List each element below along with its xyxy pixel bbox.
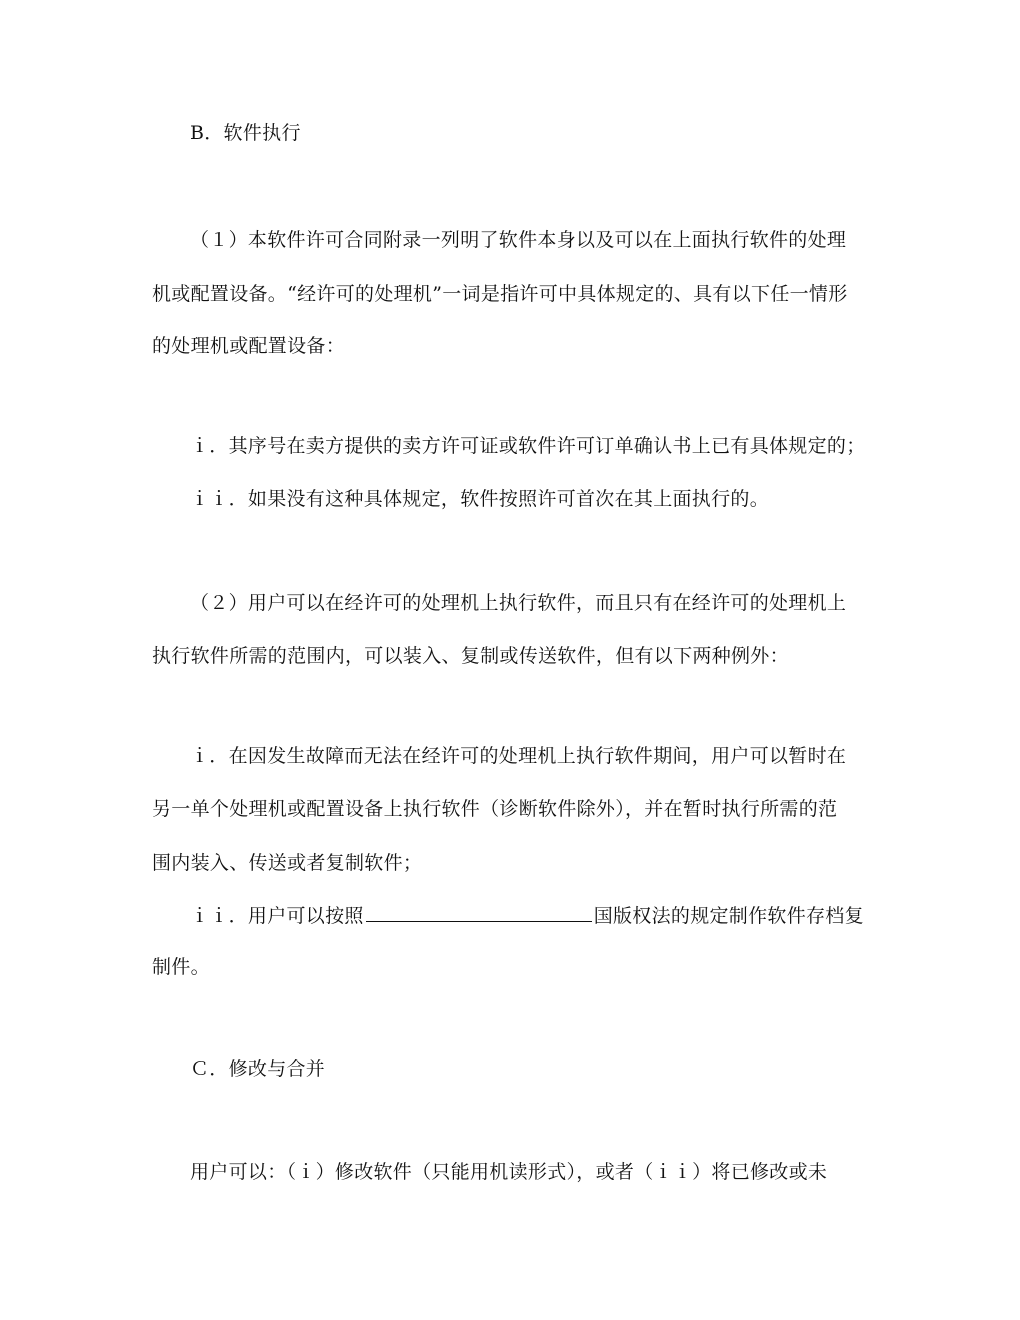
clause-b2-item-ii-line-2: 制件。	[152, 956, 210, 978]
clause-b2-item-ii-suffix: 国版权法的规定制作软件存档复	[593, 905, 864, 927]
clause-b2-item-ii-line-1	[190, 903, 864, 928]
clause-b2-line-2: 执行软件所需的范围内，可以装入、复制或传送软件，但有以下两种例外：	[152, 645, 789, 667]
clause-b1-line-2: 机或配置设备。“经许可的处理机”一词是指许可中具体规定的、具有以下任一情形	[152, 283, 848, 305]
section-b-heading: B．软件执行	[190, 122, 301, 144]
clause-b1-item-i: ｉ．其序号在卖方提供的卖方许可证或软件许可订单确认书上已有具体规定的；	[190, 435, 866, 457]
clause-b1-item-ii: ｉｉ．如果没有这种具体规定，软件按照许可首次在其上面执行的。	[190, 488, 770, 510]
section-c-line-1: 用户可以：（ｉ）修改软件（只能用机读形式），或者（ｉｉ）将已修改或未	[190, 1161, 828, 1183]
country-blank-field	[366, 903, 592, 922]
clause-b2-item-i-line-3: 围内装入、传送或者复制软件；	[152, 852, 423, 874]
section-c-heading: Ｃ．修改与合并	[190, 1058, 326, 1080]
clause-b1-line-1: （１）本软件许可合同附录一列明了软件本身以及可以在上面执行软件的处理	[190, 229, 847, 251]
clause-b1-line-3: 的处理机或配置设备：	[152, 335, 346, 357]
clause-b2-item-i-line-1: ｉ．在因发生故障而无法在经许可的处理机上执行软件期间，用户可以暂时在	[190, 745, 847, 767]
clause-b2-item-i-line-2: 另一单个处理机或配置设备上执行软件（诊断软件除外），并在暂时执行所需的范	[152, 798, 838, 820]
clause-b2-line-1: （２）用户可以在经许可的处理机上执行软件，而且只有在经许可的处理机上	[190, 592, 847, 614]
clause-b2-item-ii-prefix: ｉｉ．用户可以按照	[190, 905, 364, 927]
